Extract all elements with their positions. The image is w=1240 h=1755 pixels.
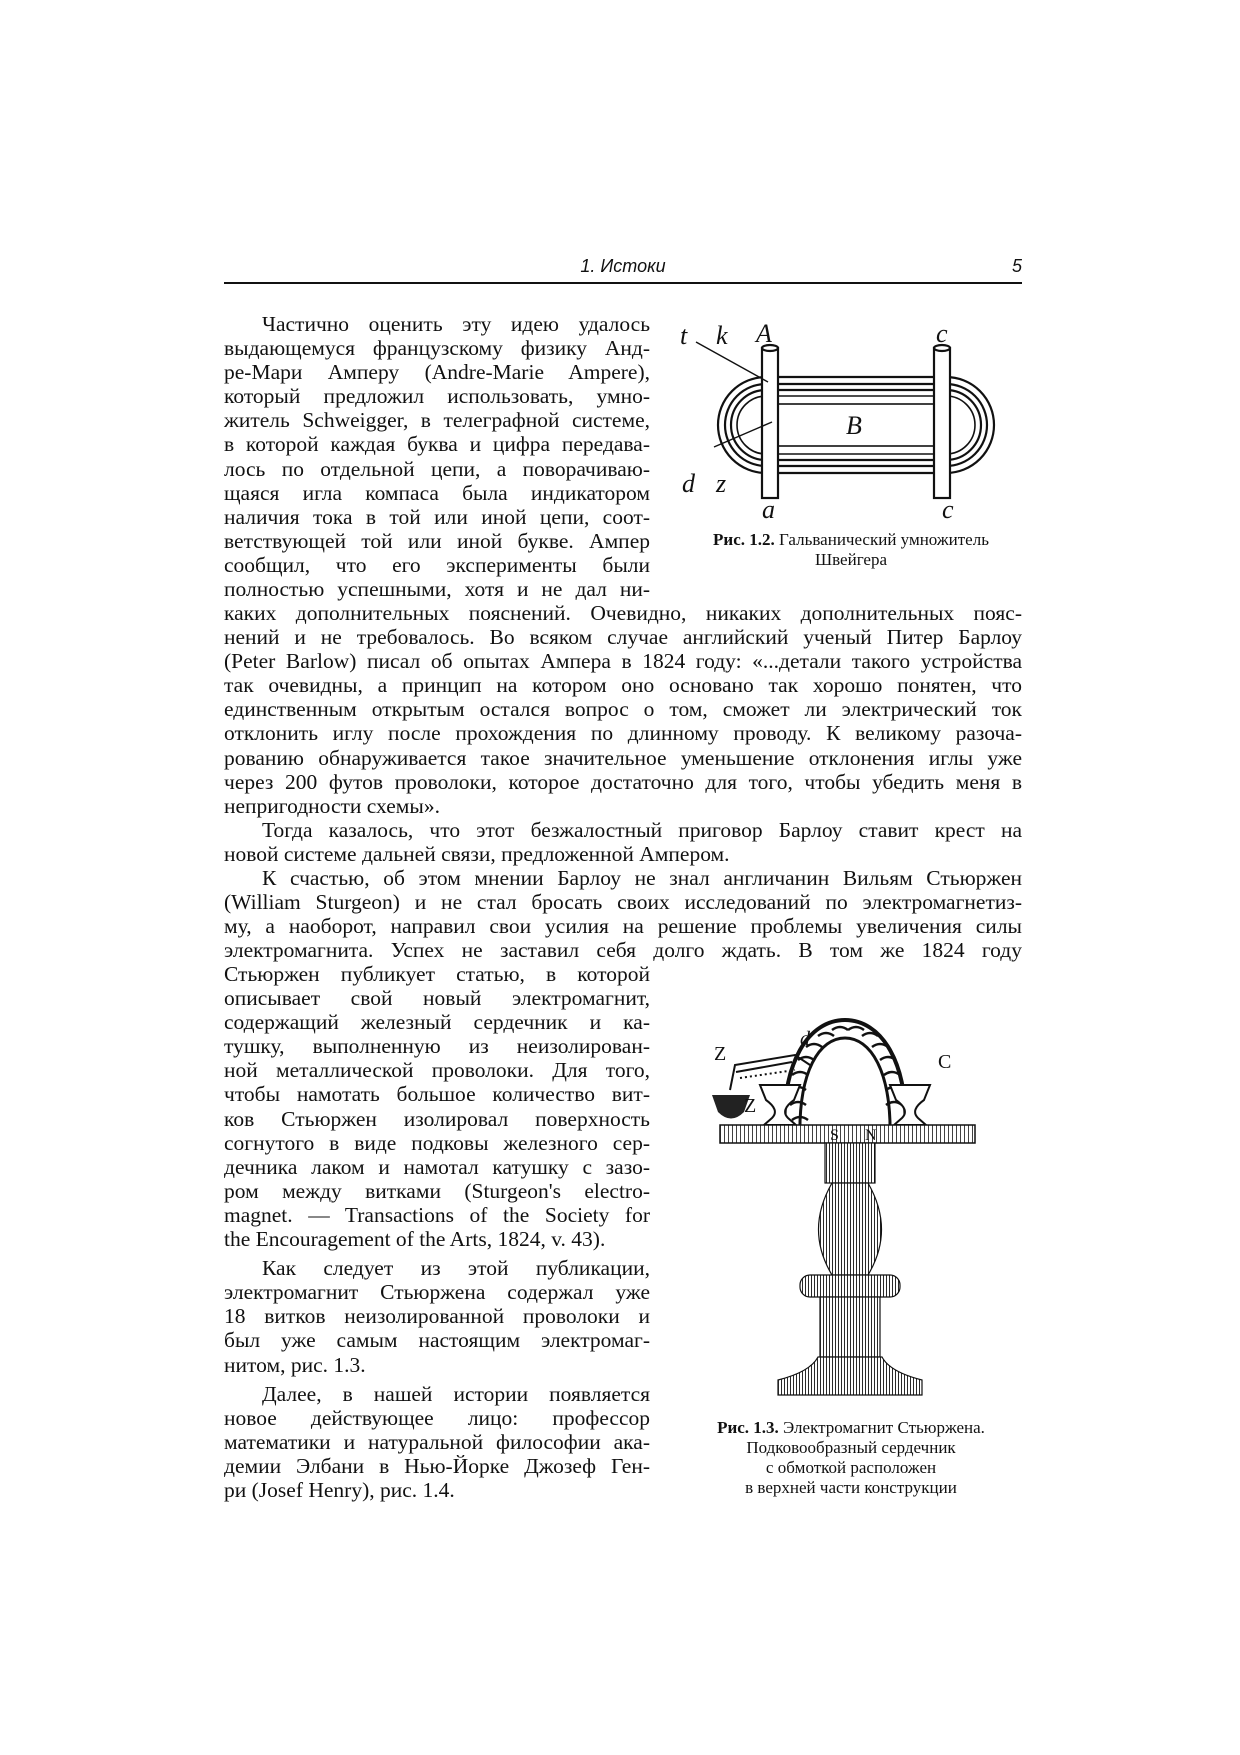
text-line: единственным открытым остался вопрос о том, сможет ли электрический ток: [224, 697, 1022, 722]
paragraph-ampere: [224, 312, 650, 601]
chapter-title: 1. Истоки: [580, 256, 666, 276]
text-line: тушку, выполненную из неизолирован-: [224, 1034, 650, 1059]
label-k: k: [716, 322, 728, 350]
caption-line: Подковообразный сердечник: [746, 1438, 956, 1457]
paragraph-barlow-sturgeon: [224, 601, 1022, 962]
text-line: magnet. — Transactions of the Society for: [224, 1202, 650, 1227]
label-z: z: [716, 469, 727, 498]
text-line: (Peter Barlow) писал об опытах Ампера в 1824 году: «...детали такого устройства: [224, 649, 1022, 674]
text-line: ри (Josef Henry), рис. 1.4.: [224, 1477, 455, 1502]
text-line: был уже самым настоящим электромаг-: [224, 1328, 650, 1353]
text-line: через 200 футов проволоки, которое достаточно для того, чтобы убедить меня в: [224, 769, 1022, 794]
caption-line: Швейгера: [814, 550, 888, 569]
text-line: дечника лаком и намотал катушку с зазо-: [224, 1154, 650, 1179]
text-line: содержащий железный сердечник и ка-: [224, 1010, 650, 1035]
caption-line: с обмоткой расположен: [765, 1458, 937, 1477]
text-line: демии Элбани в Нью-Йорке Джозеф Ген-: [224, 1453, 650, 1478]
text-line: ром между витками (Sturgeon's electro-: [224, 1178, 650, 1203]
label-d: d: [800, 1028, 810, 1050]
text-line: так очевидны, а принцип на котором оно основано так хорошо понятен, что: [224, 673, 1022, 698]
caption-label: Рис. 1.2.: [713, 530, 775, 549]
text-line: непригодности схемы».: [224, 793, 440, 818]
text-line: сообщил, что его эксперименты были: [224, 552, 650, 577]
caption-line: Электромагнит Стьюржена.: [783, 1418, 985, 1437]
figure-1-3-caption: [676, 1418, 1026, 1498]
text-line: К счастью, об этом мнении Барлоу не знал англичанин Вильям Стьюржен: [262, 866, 1022, 891]
text-line: выдающемуся французскому физику Анд-: [224, 336, 650, 361]
figure-1-2-caption: [676, 530, 1026, 570]
label-c-top: c: [936, 322, 948, 348]
text-line: нений и не требовалось. Во всяком случае английский ученый Питер Барлоу: [224, 625, 1022, 650]
label-N: N: [865, 1127, 877, 1144]
text-line: новой системе дальней связи, предложенной Ампером.: [224, 841, 730, 866]
caption-line: в верхней части конструкции: [745, 1478, 957, 1497]
text-line: наличия тока в той или иной цепи, соот-: [224, 504, 650, 529]
text-line: житель Schweigger, в телеграфной системе,: [224, 408, 650, 433]
text-line: каких дополнительных пояснений. Очевидно, никаких дополнительных пояс-: [224, 601, 1022, 625]
text-line: Частично оценить эту идею удалось: [262, 312, 650, 336]
text-line: щаяся игла компаса была индикатором: [224, 480, 650, 505]
label-C: C: [938, 1051, 952, 1073]
label-a: a: [762, 495, 775, 522]
text-line: электромагнита. Успех не заставил себя долго ждать. В том же 1824 году: [224, 938, 1022, 963]
text-line: согнутого в виде подковы железного сер-: [224, 1130, 650, 1155]
running-head: [224, 252, 1022, 284]
text-line: новое действующее лицо: профессор: [224, 1405, 650, 1430]
text-line: математики и натуральной философии ака-: [224, 1429, 650, 1454]
text-line: ветствующей той или иной букве. Ампер: [224, 528, 650, 553]
label-t: t: [680, 322, 688, 350]
text-line: the Encouragement of the Arts, 1824, v. 43).: [224, 1227, 606, 1252]
label-Z-right: Z: [744, 1095, 757, 1117]
label-d: d: [682, 469, 695, 498]
text-line: Стьюржен публикует статью, в которой: [224, 962, 650, 986]
text-line: который предложил использовать, умно-: [224, 384, 650, 409]
label-Z-left: Z: [714, 1043, 727, 1065]
text-line: чтобы намотать большое количество вит-: [224, 1082, 650, 1107]
caption-label: Рис. 1.3.: [717, 1418, 779, 1437]
text-line: Тогда казалось, что этот безжалостный приговор Барлоу ставит крест на: [262, 817, 1022, 842]
text-line: (William Sturgeon) и не стал бросать своих исследований по электромагнетиз-: [224, 890, 1022, 915]
figure-galvanic-multiplier: [676, 322, 1026, 522]
text-line: описывает свой новый электромагнит,: [224, 986, 650, 1011]
text-line: лось по отдельной цепи, а поворачиваю-: [224, 456, 650, 481]
text-line: Как следует из этой публикации,: [262, 1256, 650, 1281]
text-line: ре-Мари Амперу (Andre-Marie Ampere),: [224, 360, 650, 385]
text-line: отклонить иглу после прохождения по длинному проводу. К великому разоча-: [224, 721, 1022, 746]
text-line: ной металлической проволоки. Для того,: [224, 1058, 650, 1083]
text-line: полностью успешными, хотя и не дал ни-: [224, 577, 650, 602]
label-c-bottom: c: [942, 495, 954, 522]
text-line: электромагнит Стьюржена содержал уже: [224, 1280, 650, 1305]
text-line: нитом, рис. 1.3.: [224, 1352, 366, 1377]
label-B: B: [846, 411, 862, 440]
text-line: му, а наоборот, направил свои усилия на решение проблемы увеличения силы: [224, 914, 1022, 939]
label-A: A: [756, 322, 772, 348]
figure-sturgeon-electromagnet: [700, 1000, 1000, 1410]
label-S: S: [830, 1127, 839, 1144]
paragraph-sturgeon-henry: [224, 962, 650, 1502]
text-line: рованию обнаруживается такое значительное уменьшение отклонения иглы уже: [224, 745, 1022, 770]
text-line: в которой каждая буква и цифра передава-: [224, 432, 650, 457]
text-line: Далее, в нашей истории появляется: [262, 1381, 650, 1406]
text-line: ков Стьюржен изолировал поверхность: [224, 1106, 650, 1131]
text-line: 18 витков неизолированной проволоки и: [224, 1304, 650, 1329]
caption-line: Гальванический умножитель: [779, 530, 989, 549]
page-number: 5: [1011, 256, 1022, 276]
